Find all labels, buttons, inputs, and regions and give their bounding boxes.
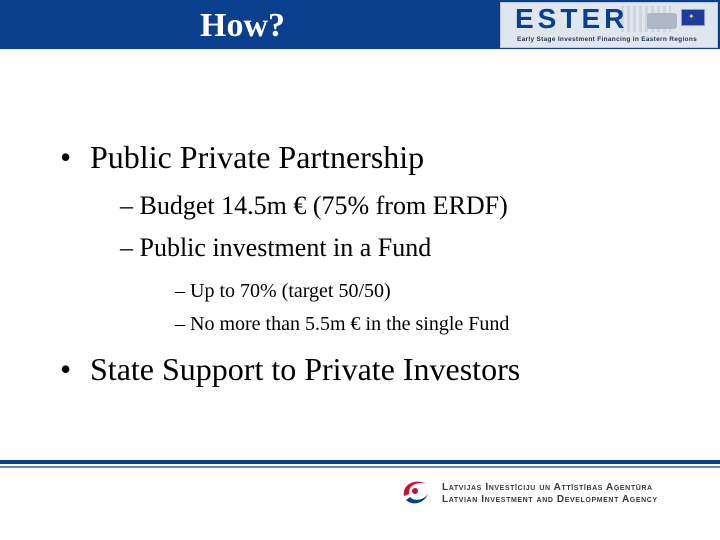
bullet-item <box>60 350 520 388</box>
ester-logo-text: ESTER <box>515 3 629 34</box>
seal-icon <box>647 13 677 29</box>
ester-logo <box>500 2 718 48</box>
bullet-text: State Support to Private Investors <box>90 351 521 387</box>
liaa-swirl-logo-icon <box>398 474 432 508</box>
sub-sub-bullet-item: – Up to 70% (target 50/50) <box>175 280 391 302</box>
bullet-icon: • <box>60 139 72 175</box>
sub-bullet-item: – Public investment in a Fund <box>120 233 432 262</box>
sub-sub-bullet-item: – No more than 5.5m € in the single Fund <box>175 313 510 335</box>
agency-name-lv: Latvijas Investīciju un Attīstības Aģentūra <box>442 482 653 493</box>
footer-divider-thin <box>0 466 720 468</box>
slide-title: How? <box>200 7 285 44</box>
footer-divider <box>0 460 720 464</box>
bullet-item <box>60 138 424 176</box>
sub-bullet-item: – Budget 14.5m € (75% from ERDF) <box>120 191 508 220</box>
bullet-text: Public Private Partnership <box>90 139 425 175</box>
ester-logo-subtitle: Early Stage Investment Financing in Eastern Regions <box>517 36 698 43</box>
agency-name-en: Latvian Investment and Development Agency <box>442 494 658 505</box>
eu-flag-icon: ✦ <box>681 9 705 26</box>
bullet-icon: • <box>60 351 72 387</box>
